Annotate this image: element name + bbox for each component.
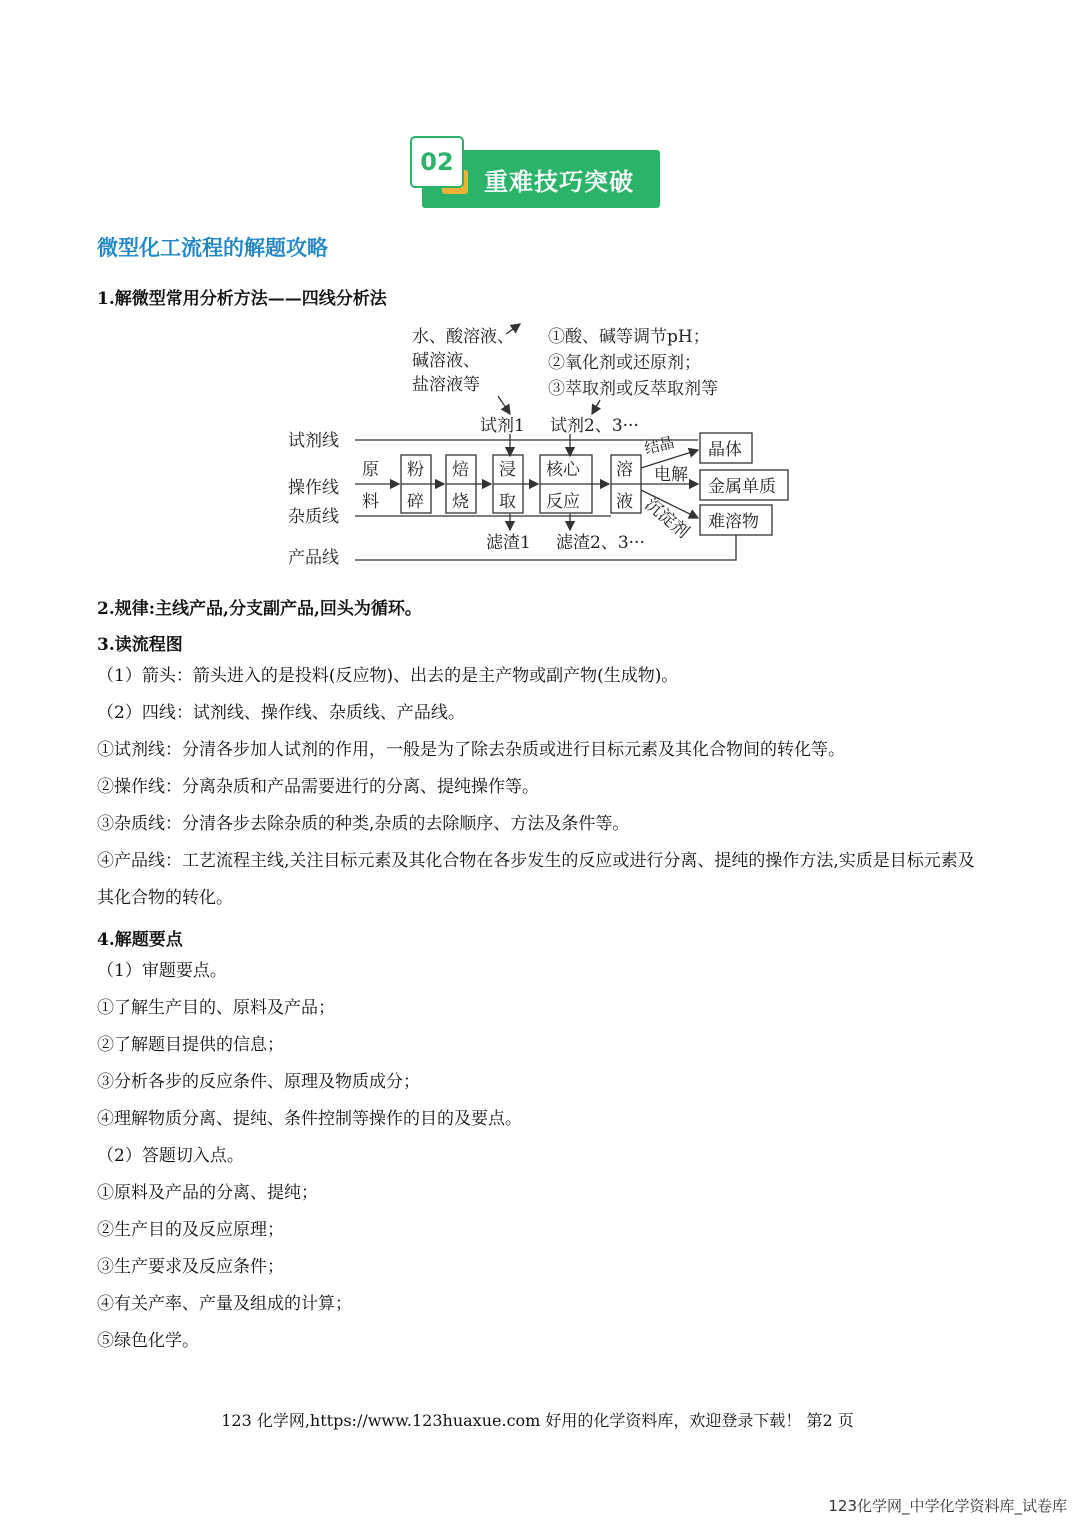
- step-crush-1: 粉: [407, 460, 424, 480]
- flow-diagram-svg: [280, 318, 800, 568]
- step-core-2: 反应: [546, 492, 580, 512]
- reagent-2-label: 试剂2、3···: [550, 416, 639, 436]
- reagents-left-1: 水、酸溶液、: [412, 327, 514, 347]
- page-footer: 123 化学网,https://www.123huaxue.com 好用的化学资料库，欢迎登录下载！ 第2 页: [221, 1411, 854, 1430]
- line-label-reagent: 试剂线: [288, 431, 339, 451]
- heading-3: 3.读流程图: [97, 635, 183, 655]
- watermark: 123化学网_中学化学资料库_试卷库: [828, 1497, 1067, 1515]
- precipitant-label: 沉淀剂: [640, 494, 693, 543]
- output-metal: 金属单质: [708, 477, 776, 497]
- output-insoluble: 难溶物: [708, 512, 759, 532]
- residue-2-label: 滤渣2、3···: [556, 533, 645, 553]
- key-point-item: ④有关产率、产量及组成的计算；: [97, 1294, 352, 1314]
- reagent-1-label: 试剂1: [480, 416, 525, 436]
- step-solution-2: 液: [616, 492, 633, 512]
- flow-diagram: [280, 318, 800, 572]
- step-leach-2: 取: [499, 492, 516, 512]
- section-heading: 微型化工流程的解题攻略: [97, 236, 328, 260]
- raw-material-2: 料: [362, 492, 379, 512]
- badge-number: 02: [410, 136, 464, 188]
- key-point-item: ①了解生产目的、原料及产品；: [97, 998, 335, 1018]
- residue-1-label: 滤渣1: [486, 533, 531, 553]
- read-flow-section: [97, 658, 987, 917]
- paragraph-four-lines: （2）四线：试剂线、操作线、杂质线、产品线。: [97, 703, 465, 723]
- reagents-left-3: 盐溶液等: [412, 375, 480, 395]
- crystallize-label: 结晶: [642, 433, 677, 458]
- key-point-item: ④理解物质分离、提纯、条件控制等操作的目的及要点。: [97, 1109, 522, 1129]
- line-label-operation: 操作线: [288, 478, 339, 498]
- reagents-left-2: 碱溶液、: [412, 351, 480, 371]
- step-core-1: 核心: [546, 460, 580, 480]
- output-crystal: 晶体: [708, 440, 742, 460]
- step-roast-1: 焙: [452, 460, 469, 480]
- heading-2: 2.规律:主线产品,分支副产品,回头为循环。: [97, 599, 422, 619]
- raw-material-1: 原: [362, 460, 379, 480]
- step-leach-1: 浸: [499, 460, 516, 480]
- key-point-item: ②了解题目提供的信息；: [97, 1035, 284, 1055]
- key-point-item: ③分析各步的反应条件、原理及物质成分；: [97, 1072, 420, 1092]
- key-point-item: ②生产目的及反应原理；: [97, 1220, 284, 1240]
- key-point-item: ③生产要求及反应条件；: [97, 1257, 284, 1277]
- step-roast-2: 烧: [452, 492, 469, 512]
- reagents-right-2: ②氧化剂或还原剂；: [548, 353, 701, 373]
- paragraph-product-line: ④产品线：工艺流程主线,关注目标元素及其化合物在各步发生的反应或进行分离、提纯的操作方法,实质是目标元素及其化合物的转化。: [97, 851, 975, 908]
- badge-title: 重难技巧突破: [484, 168, 634, 196]
- key-points-section: [97, 953, 987, 1360]
- electrolysis-label: 电解: [654, 465, 688, 485]
- paragraph-operation-line: ②操作线：分离杂质和产品需要进行的分离、提纯操作等。: [97, 777, 539, 797]
- heading-1: 1.解微型常用分析方法——四线分析法: [97, 289, 387, 309]
- key-point-item: （1）审题要点。: [97, 961, 227, 981]
- step-solution-1: 溶: [616, 460, 633, 480]
- key-point-item: ⑤绿色化学。: [97, 1331, 199, 1351]
- reagents-right-3: ③萃取剂或反萃取剂等: [548, 379, 718, 399]
- step-crush-2: 碎: [407, 492, 424, 512]
- section-badge: [410, 136, 662, 212]
- line-label-product: 产品线: [288, 548, 339, 568]
- reagents-right-1: ①酸、碱等调节pH；: [548, 327, 710, 347]
- heading-4: 4.解题要点: [97, 930, 183, 950]
- line-label-impurity: 杂质线: [288, 507, 339, 527]
- paragraph-impurity-line: ③杂质线：分清各步去除杂质的种类,杂质的去除顺序、方法及条件等。: [97, 814, 630, 834]
- paragraph-arrow: （1）箭头：箭头进入的是投料(反应物)、出去的是主产物或副产物(生成物)。: [97, 666, 679, 686]
- key-point-item: （2）答题切入点。: [97, 1146, 244, 1166]
- key-point-item: ①原料及产品的分离、提纯；: [97, 1183, 318, 1203]
- paragraph-reagent-line: ①试剂线：分清各步加人试剂的作用，一般是为了除去杂质或进行目标元素及其化合物间的转化等。: [97, 740, 845, 760]
